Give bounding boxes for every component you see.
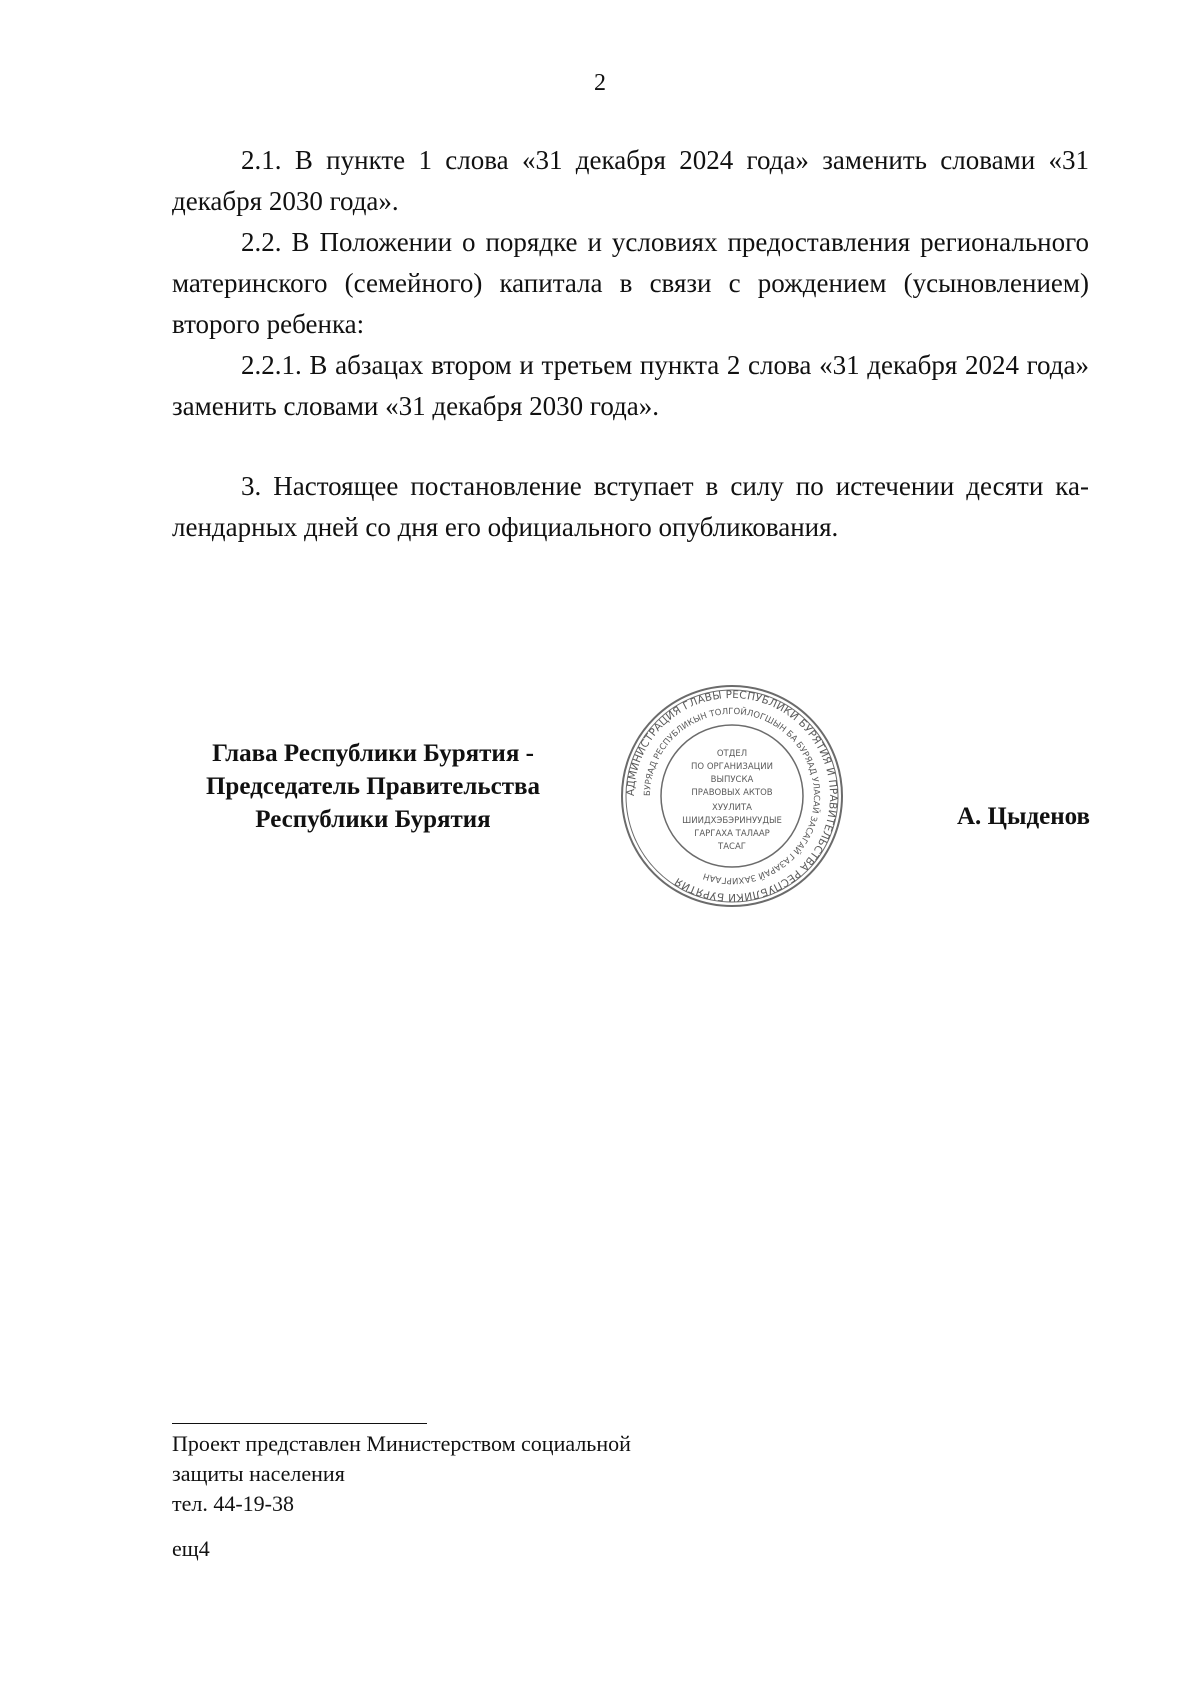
document-body [172,140,1089,548]
signatory-title-line: Республики Бурятия [255,806,491,833]
signatory-title [168,737,578,836]
signatory-title-line: Глава Республики Бурятия - [212,740,534,767]
seal-inner-ring-text: БУРЯАД РЕСПУБЛИКЫН ТОЛГОЙЛОГШЫН БА БУРЯАД УЛАСАЙ ЗАСАГАЙ ГАЗАРАЙ ЗАХИРГААН [642,706,822,886]
paragraph-2-1: 2.1. В пункте 1 слова «31 декабря 2024 года» заменить словами «31 декабря 2030 года». [172,145,1089,216]
paragraph-2-2: 2.2. В Положении о порядке и условиях предоставления регионального материнского (семейного) капитала в связи с рождением (усыновлением) второго ребенка: [172,227,1089,339]
paragraph-3: 3. Настоящее постановление вступает в силу по истечении десяти календарных дней со дня его официального опубликования. [172,471,1089,542]
footnote-line: тел. 44-19-38 [172,1491,295,1516]
seal-outer-ring-text: АДМИНИСТРАЦИЯ ГЛАВЫ РЕСПУБЛИКИ БУРЯТИЯ И ПРАВИТЕЛЬСТВА РЕСПУБЛИКИ БУРЯТИЯ [624,688,840,904]
page-number: 2 [594,70,606,96]
signatory-title-line: Председатель Правительства [205,773,541,800]
seal-center-line: ГАРГАХА ТАЛААР [694,829,770,839]
footnote-line: Проект представлен Министерством социальной [172,1431,631,1456]
seal-center-line: ОТДЕЛ [716,749,748,759]
document-code-mark: ещ4 [172,1536,210,1561]
official-seal [617,681,847,911]
seal-center-line: ПРАВОВЫХ АКТОВ [691,788,773,798]
seal-center-line: ШИИДХЭБЭРИНУУДЫЕ [682,816,782,826]
footnote-divider [172,1423,427,1424]
footnote [172,1429,772,1519]
footnote-line: защиты населения [172,1461,345,1486]
seal-center-line: ВЫПУСКА [710,775,754,785]
paragraph-2-2-1: 2.2.1. В абзацах втором и третьем пункта 2 слова «31 декабря 2024 года» заменить словами «31 декабря 2030 года». [172,350,1089,421]
signer-name: А. Цыденов [956,803,1090,830]
seal-center-line: ХУУЛИТА [712,803,752,813]
seal-center-line: ТАСАГ [718,842,746,852]
seal-center-line: ПО ОРГАНИЗАЦИИ [691,762,773,772]
